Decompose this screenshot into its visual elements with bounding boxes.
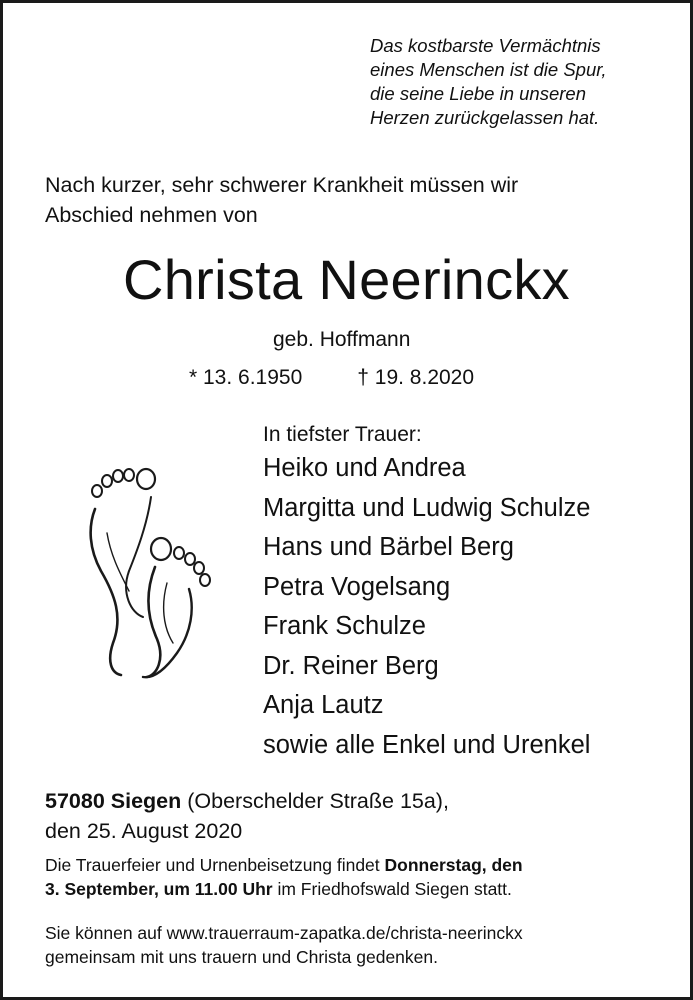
- mourning-heading: In tiefster Trauer:: [263, 423, 422, 446]
- quote-line: die seine Liebe in unseren: [370, 83, 586, 104]
- mourner-name: Anja Lautz: [263, 691, 384, 719]
- mourner-name: sowie alle Enkel und Urenkel: [263, 730, 591, 759]
- deceased-name: Christa Neerinckx: [122, 248, 570, 311]
- birth-name: geb. Hoffmann: [273, 328, 411, 351]
- ceremony-info: [45, 853, 675, 901]
- intro-text: [45, 170, 665, 230]
- mourner-name: Petra Vogelsang: [263, 572, 451, 601]
- death-date: † 19. 8.2020: [357, 366, 475, 389]
- quote-line: Das kostbarste Vermächtnis: [370, 35, 601, 56]
- mourner-name: Hans und Bärbel Berg: [263, 533, 514, 561]
- online-memorial-info: [45, 921, 675, 969]
- ceremony-date-time: 3. September, um 11.00 Uhr: [45, 879, 273, 899]
- intro-line: Nach kurzer, sehr schwerer Krankheit müssen wir: [45, 173, 519, 197]
- street-address: (Oberschelder Straße 15a),: [187, 789, 449, 813]
- ceremony-line: [45, 853, 675, 877]
- city: 57080 Siegen: [45, 789, 182, 813]
- online-line: Sie können auf www.trauerraum-zapatka.de/christa-neerinckx: [45, 923, 523, 943]
- ceremony-line: [45, 877, 675, 901]
- memorial-quote: [370, 34, 670, 130]
- footprints-icon: [85, 467, 225, 687]
- life-dates: [189, 363, 474, 393]
- mourners-list: [263, 421, 683, 765]
- place-and-date: [45, 786, 675, 846]
- quote-line: Herzen zurückgelassen hat.: [370, 107, 600, 128]
- quote-line: eines Menschen ist die Spur,: [370, 59, 607, 80]
- mourner-name: Frank Schulze: [263, 612, 426, 640]
- notice-date: den 25. August 2020: [45, 819, 243, 843]
- mourner-name: Dr. Reiner Berg: [263, 651, 439, 680]
- ceremony-day: Donnerstag, den: [384, 855, 523, 875]
- mourner-name: Margitta und Ludwig Schulze: [263, 493, 591, 522]
- intro-line: Abschied nehmen von: [45, 203, 258, 227]
- ceremony-location: im Friedhofswald Siegen statt.: [277, 879, 512, 899]
- address-line: [45, 786, 675, 816]
- birth-date: * 13. 6.1950: [189, 366, 303, 389]
- ceremony-text: Die Trauerfeier und Urnenbeisetzung findet: [45, 855, 380, 875]
- online-line: gemeinsam mit uns trauern und Christa gedenken.: [45, 947, 438, 967]
- mourner-name: Heiko und Andrea: [263, 454, 466, 482]
